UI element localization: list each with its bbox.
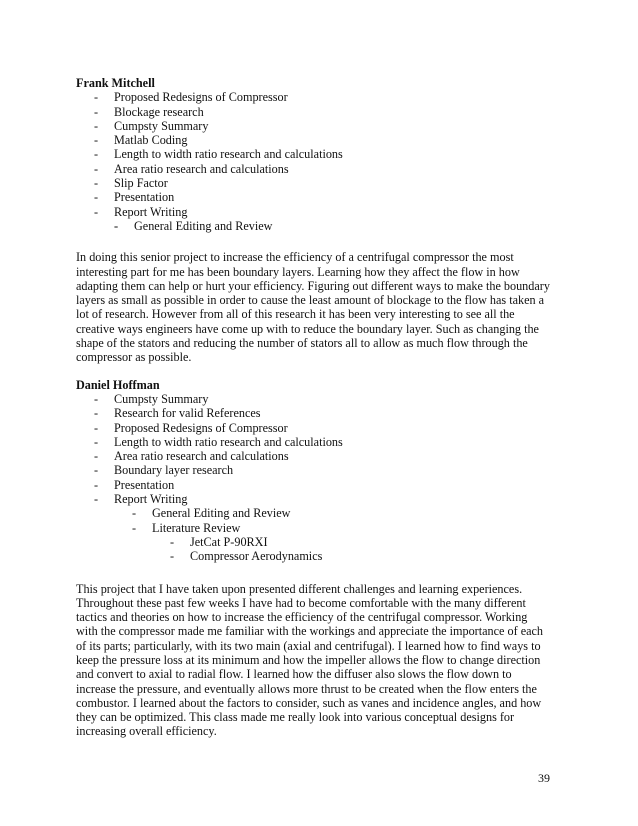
report-subtask-list-daniel [132,506,556,535]
task-item: - Presentation [94,478,556,492]
reflection-paragraph-daniel: This project that I have taken upon presented different challenges and learning experiences. Throughout these past few weeks I have had to become comfortable with the many different tactics and theories on how to increase the efficiency of the centrifugal compressor. Working with the compressor made me familiar with the workings and appreciate the importance of each of its parts; particularly, with its two main (axial and centrifugal). I learned how to find ways to keep the pressure loss at its minimum and how the impeller allows the flow to change direction and convert to axial to radial flow. I learned how the diffuser also slows the flow down to increase the pressure, and eventually allows more thrust to be created when the flow enters the combustor. I learned about the factors to consider, such as vanes and incidence angles, and how they can be optimized. This class made me really look into various conceptual designs for increasing overall efficiency. [76,581,544,739]
task-item: - Length to width ratio research and calculations [94,435,556,449]
task-item: - Proposed Redesigns of Compressor [94,421,556,435]
subtask-item: - - General Editing and Review [114,219,556,233]
report-subtask-list-frank [114,219,556,233]
task-list-daniel [76,392,556,506]
report-subtask-wrapper [76,219,556,233]
task-item: - Area ratio research and calculations [94,449,556,463]
literature-item: - Compressor Aerodynamics [170,549,556,563]
task-item: - Presentation [94,190,556,204]
task-item: - Slip Factor [94,176,556,190]
task-item: - Research for valid References [94,406,556,420]
task-item: - Cumpsty Summary [94,119,556,133]
subtask-item: - Literature Review [132,521,556,535]
report-subtask-block-daniel [76,506,556,563]
task-item: - Length to width ratio research and calculations [94,147,556,161]
task-item: - Report Writing [94,492,556,506]
member-name-frank: Frank Mitchell [76,76,155,90]
literature-list [170,535,556,564]
task-list-frank [76,90,556,219]
reflection-paragraph-frank: In doing this senior project to increase the efficiency of a centrifugal compressor the most interesting part for me has been boundary layers. Learning how they affect the flow in how adapting them can help or hurt your efficiency. Figuring out different ways to make the boundary layers as small as possible in order to cause the least amount of blockage to the flow has taken a lot of research. However from all of this research it has been very interesting to see all the creative ways engineers have come up with to reduce the boundary layer. Such as changing the shape of the stators and reducing the number of stators all to allow as much flow through the compressor as possible. [76,250,550,365]
page-content [76,76,556,739]
task-item: - Area ratio research and calculations [94,162,556,176]
page-number: 39 [538,771,550,785]
literature-block [132,535,556,564]
report-subtask-container [114,219,556,233]
subtask-item: - General Editing and Review [132,506,556,520]
task-item: - Matlab Coding [94,133,556,147]
task-item: - Proposed Redesigns of Compressor [94,90,556,104]
member-name-daniel: Daniel Hoffman [76,377,160,392]
task-item: - Cumpsty Summary [94,392,556,406]
task-item: - Blockage research [94,105,556,119]
task-item: - Boundary layer research [94,463,556,477]
literature-item: - JetCat P-90RXI [170,535,556,549]
task-item: - Report Writing [94,205,556,219]
